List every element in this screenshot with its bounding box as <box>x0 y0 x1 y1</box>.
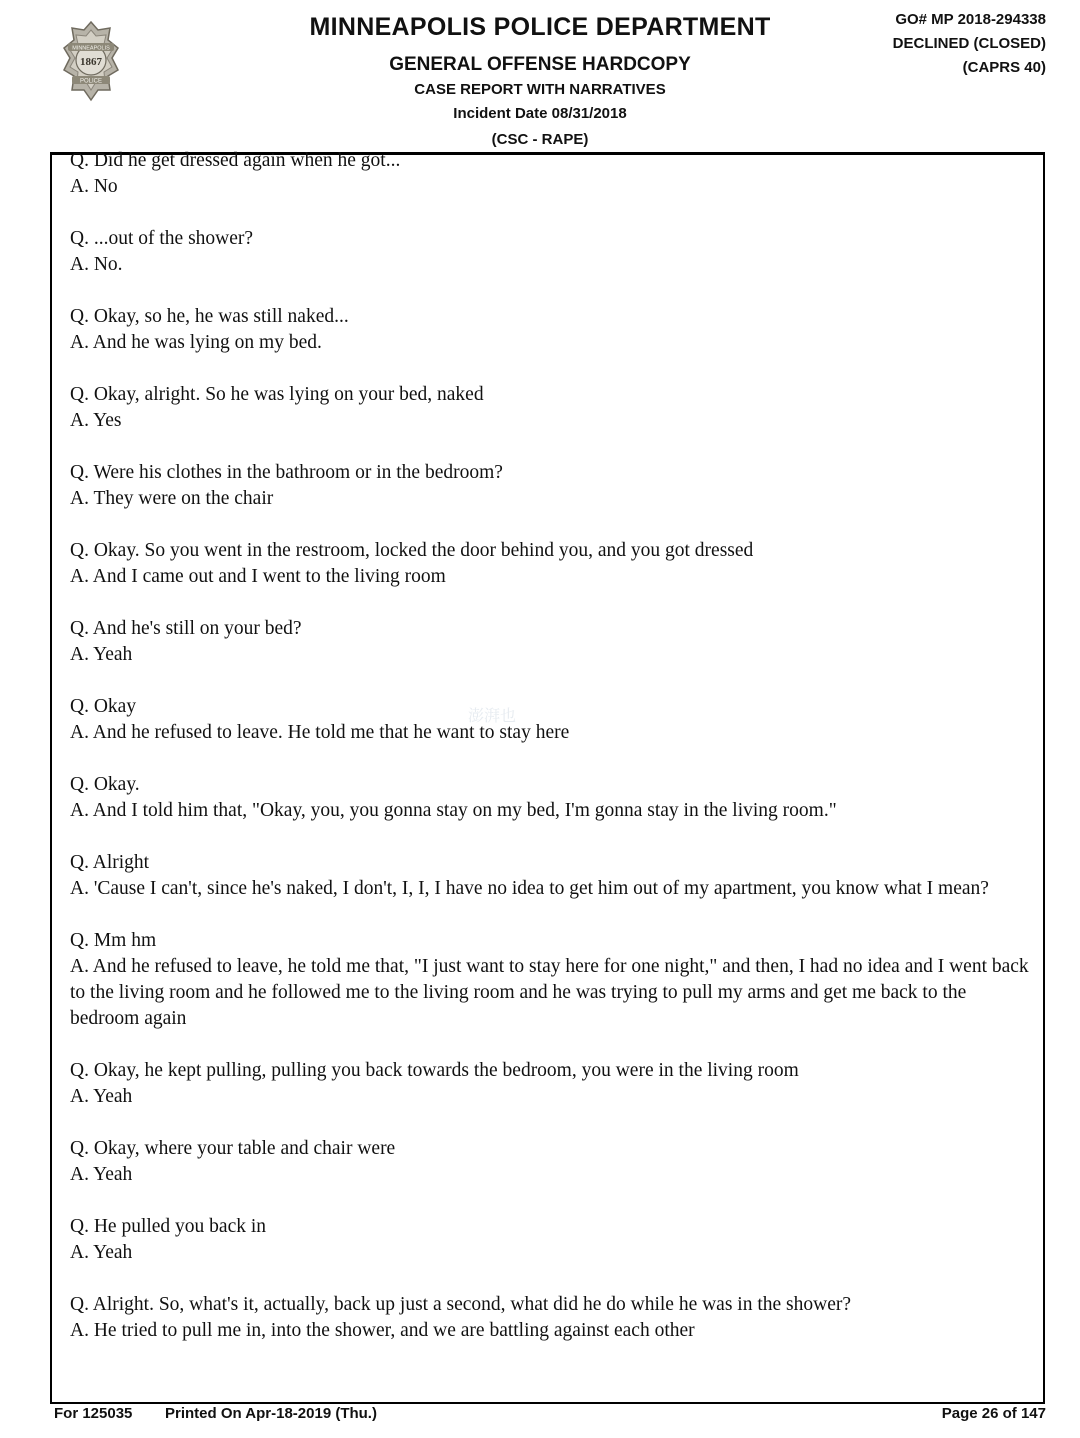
qa-pair <box>70 1214 1030 1266</box>
question-line: Q. Okay, so he, he was still naked... <box>70 306 349 327</box>
qa-pair <box>70 694 1030 746</box>
watermark: 澎湃也 <box>468 706 517 725</box>
qa-pair <box>70 538 1030 590</box>
footer-printed: Printed On Apr-18-2019 (Thu.) <box>165 1405 377 1422</box>
report-subtitle: CASE REPORT WITH NARRATIVES <box>414 81 666 98</box>
answer-line: A. Yeah <box>70 1242 133 1263</box>
footer-for: For 125035 <box>54 1405 133 1422</box>
question-line: Q. ...out of the shower? <box>70 228 254 249</box>
answer-line: A. Yes <box>70 410 122 431</box>
qa-pair <box>70 616 1030 668</box>
answer-line: A. Yeah <box>70 1086 133 1107</box>
incident-date: Incident Date 08/31/2018 <box>453 105 627 122</box>
go-number: GO# MP 2018-294338 <box>895 11 1046 28</box>
answer-line: A. And he refused to leave. He told me that he want to stay here <box>70 722 570 743</box>
offense-type: (CSC - RAPE) <box>491 131 589 148</box>
question-line: Q. Were his clothes in the bathroom or in the bedroom? <box>70 462 503 483</box>
qa-pair <box>70 772 1030 824</box>
question-line: Q. Okay, alright. So he was lying on your bed, naked <box>70 384 484 405</box>
question-line: Q. He pulled you back in <box>70 1216 267 1237</box>
qa-pair <box>70 382 1030 434</box>
qa-pair <box>70 928 1030 1032</box>
question-line: Q. Okay <box>70 696 137 717</box>
qa-pair <box>70 1058 1030 1110</box>
qa-pair <box>70 226 1030 278</box>
qa-pair <box>70 304 1030 356</box>
answer-line: A. And I told him that, "Okay, you, you gonna stay on my bed, I'm gonna stay in the living room." <box>70 800 837 821</box>
qa-pair <box>70 460 1030 512</box>
answer-line: A. He tried to pull me in, into the shower, and we are battling against each other <box>70 1320 695 1341</box>
answer-line: A. No. <box>70 254 123 275</box>
qa-pair <box>70 850 1030 902</box>
answer-line: A. Yeah <box>70 1164 133 1185</box>
answer-line: A. Yeah <box>70 644 133 665</box>
answer-line: A. And he refused to leave, he told me that, "I just want to stay here for one night," and then, I had no idea and I went back to the living room and he followed me to the living room and he was trying to pull my arms and get me back to the bedroom again <box>70 956 1029 1029</box>
department-name: MINNEAPOLIS POLICE DEPARTMENT <box>309 13 771 41</box>
badge-bottom-text: POLICE <box>79 78 103 85</box>
badge-top-text: MINNEAPOLIS <box>72 45 110 52</box>
case-info <box>893 8 1046 80</box>
answer-line: A. They were on the chair <box>70 488 274 509</box>
answer-line: A. And I came out and I went to the living room <box>70 566 446 587</box>
case-status: DECLINED (CLOSED) <box>892 35 1046 52</box>
question-line: Q. Okay. <box>70 774 140 795</box>
caprs-code: (CAPRS 40) <box>962 59 1046 76</box>
badge-year: 1867 <box>80 56 102 68</box>
question-line: Q. Okay, he kept pulling, pulling you back towards the bedroom, you were in the living room <box>70 1060 799 1081</box>
answer-line: A. And he was lying on my bed. <box>70 332 322 353</box>
qa-pair <box>70 1136 1030 1188</box>
qa-pair <box>70 1292 1030 1344</box>
question-line: Q. Okay, where your table and chair were <box>70 1138 396 1159</box>
question-line: Q. Alright. So, what's it, actually, back up just a second, what did he do while he was in the shower? <box>70 1294 852 1315</box>
qa-pair <box>70 148 1030 200</box>
answer-line: A. No <box>70 176 118 197</box>
question-line: Q. Did he get dressed again when he got... <box>70 150 401 171</box>
question-line: Q. Okay. So you went in the restroom, locked the door behind you, and you got dressed <box>70 540 754 561</box>
question-line: Q. Mm hm <box>70 930 157 951</box>
question-line: Q. Alright <box>70 852 150 873</box>
interview-transcript <box>70 148 1030 1402</box>
footer-page: Page 26 of 147 <box>941 1405 1046 1422</box>
question-line: Q. And he's still on your bed? <box>70 618 302 639</box>
report-title: GENERAL OFFENSE HARDCOPY <box>389 54 691 75</box>
answer-line: A. 'Cause I can't, since he's naked, I don't, I, I, I have no idea to get him out of my apartment, you know what I mean? <box>70 878 989 899</box>
